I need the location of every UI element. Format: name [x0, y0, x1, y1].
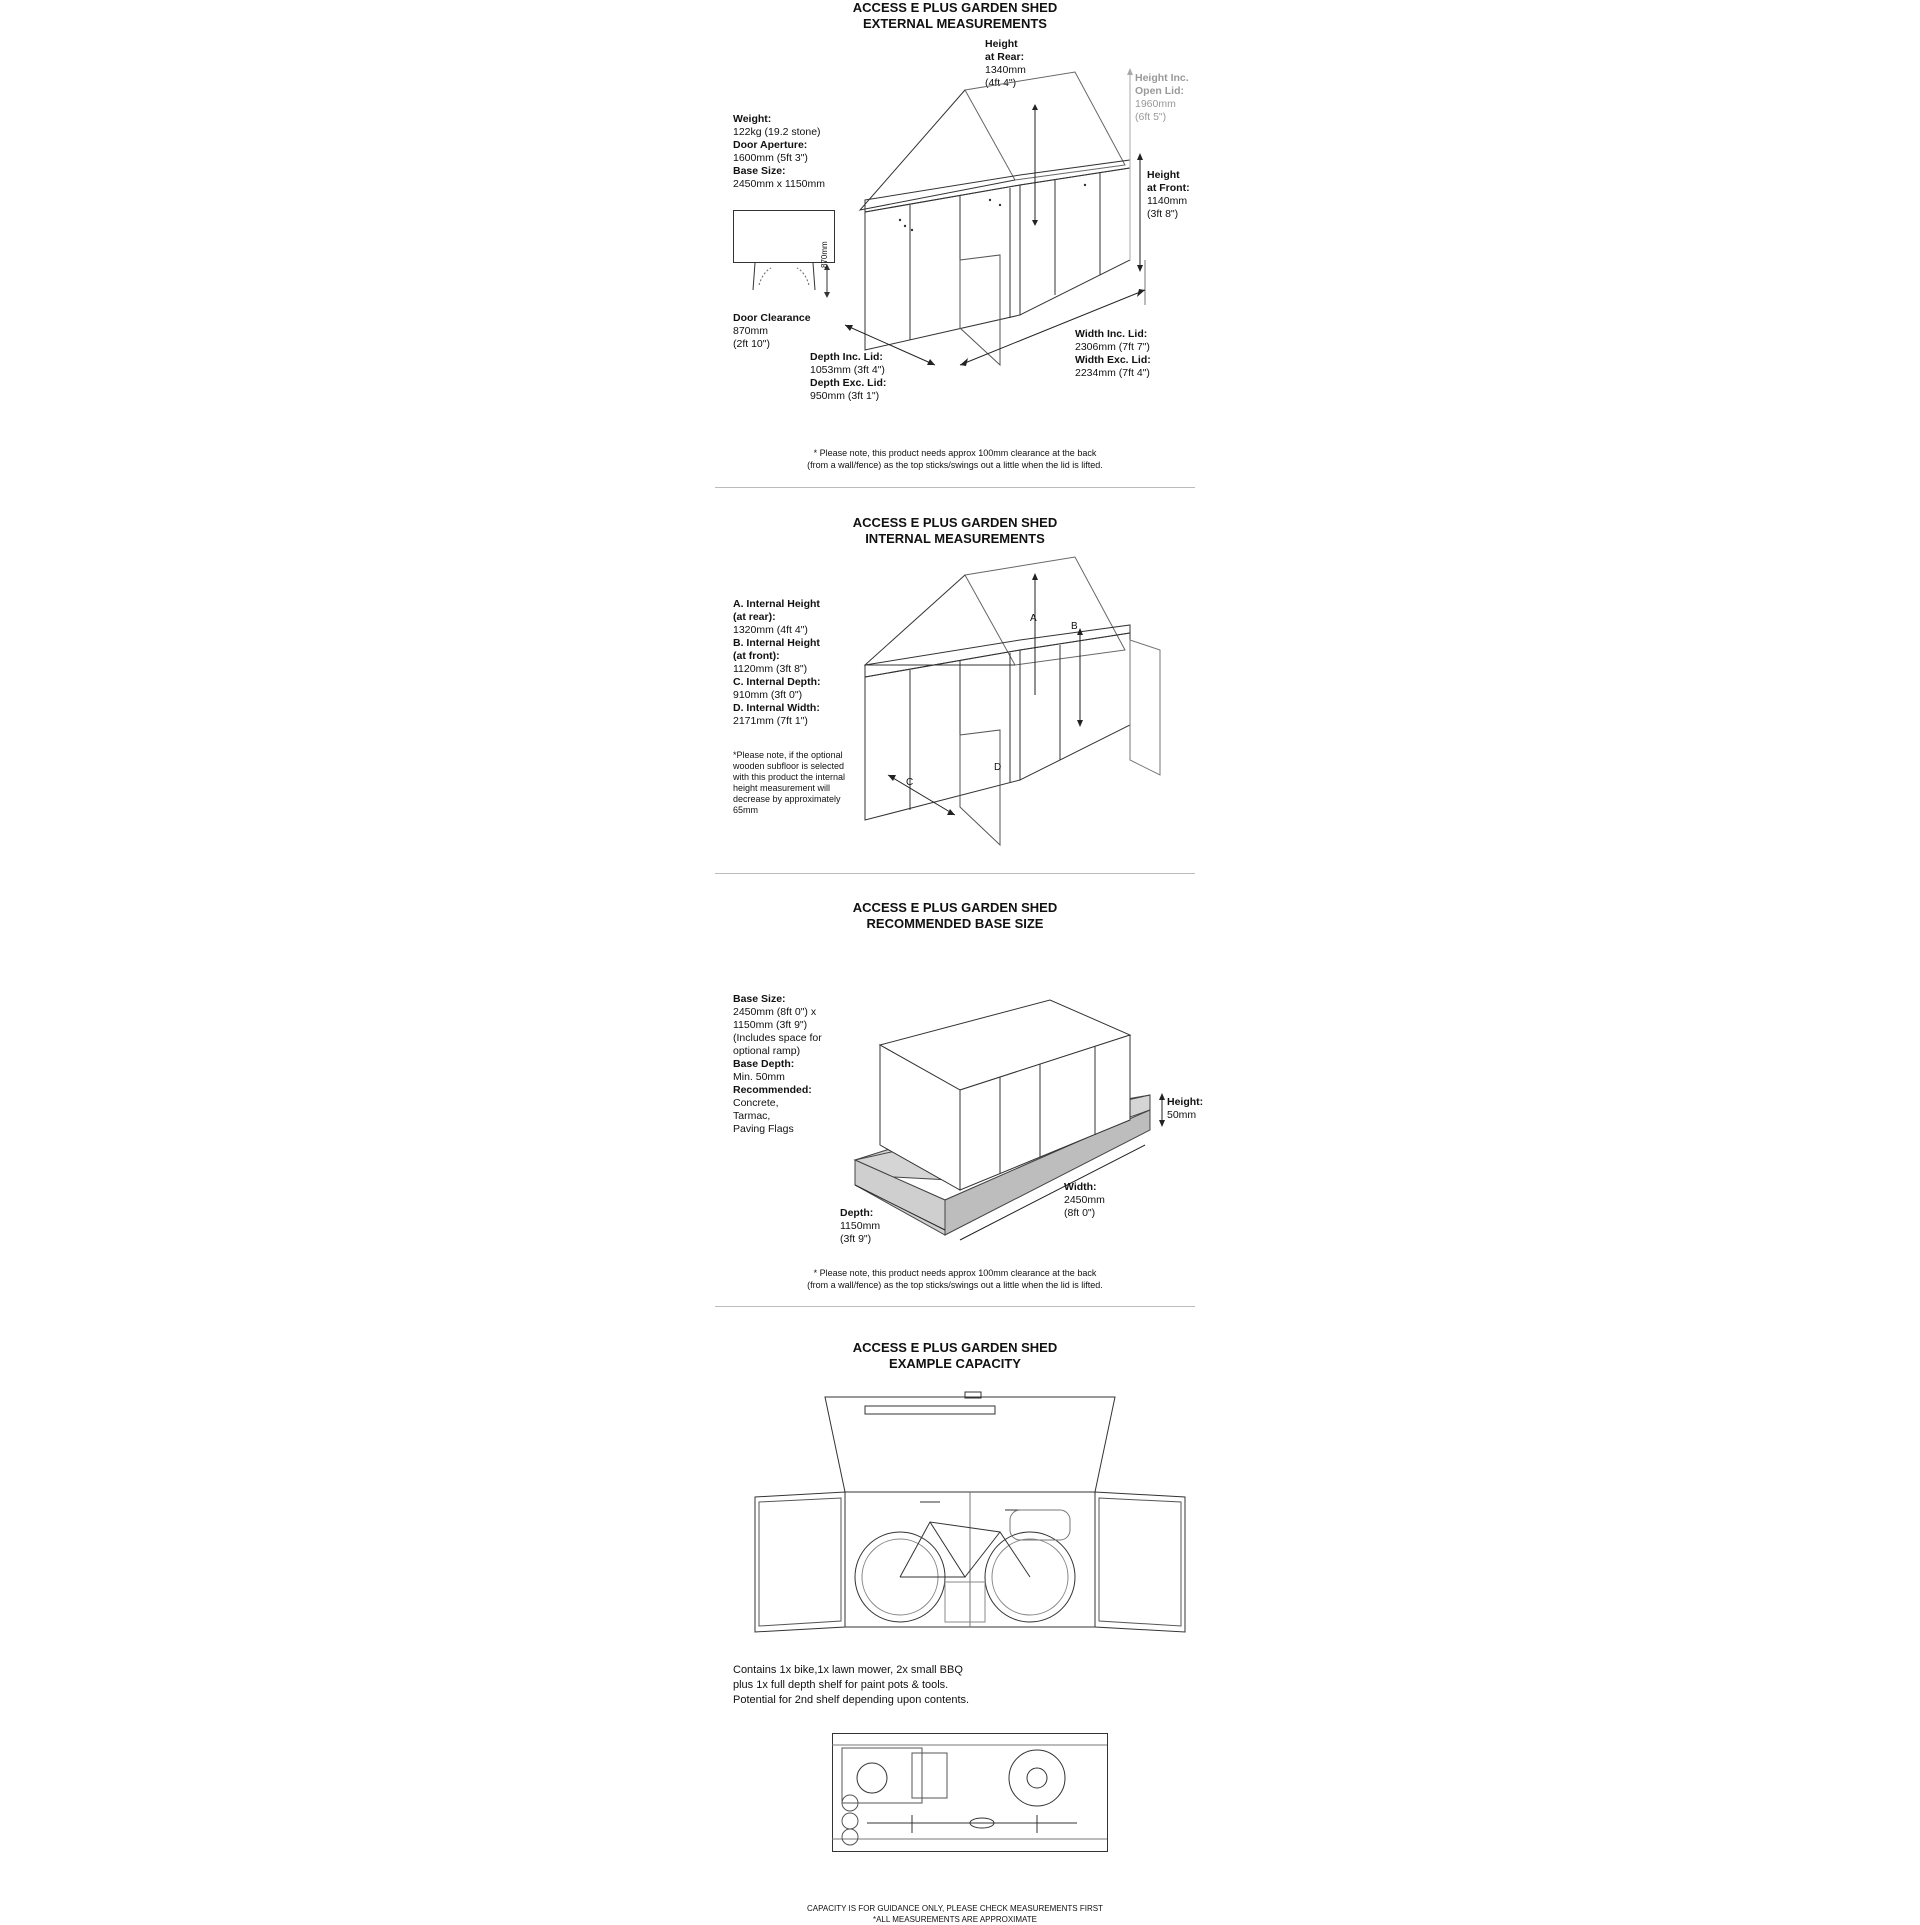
recommended-item: Paving Flags [733, 1123, 794, 1135]
height-open-label2: Open Lid: [1135, 85, 1184, 97]
internal-note-line: 65mm [733, 805, 759, 815]
marker-c: C [906, 777, 914, 788]
internal-a-label2: (at rear): [733, 611, 776, 623]
width-inc-value: 2306mm (7ft 7") [1075, 341, 1150, 353]
base-size-note: optional ramp) [733, 1045, 801, 1057]
base-height-label: Height: [1167, 1096, 1204, 1108]
internal-title-line2: INTERNAL MEASUREMENTS [865, 531, 1045, 546]
depth-inc-value: 1053mm (3ft 4") [810, 364, 885, 376]
height-front-value: 1140mm [1147, 195, 1188, 207]
internal-d-label: D. Internal Width: [733, 702, 820, 714]
width-inc-label: Width Inc. Lid: [1075, 328, 1148, 340]
height-open-value: 1960mm [1135, 98, 1176, 110]
marker-a: A [1030, 613, 1037, 624]
marker-b: B [1071, 621, 1078, 632]
height-front-label2: at Front: [1147, 182, 1190, 194]
door-clearance-tag: 870mm [820, 241, 829, 268]
base-spec-block [733, 993, 822, 1136]
capacity-title-line2: EXAMPLE CAPACITY [889, 1356, 1021, 1371]
height-open-label1: Height Inc. [1135, 72, 1189, 84]
width-exc-label: Width Exc. Lid: [1075, 354, 1151, 366]
external-title-line2: EXTERNAL MEASUREMENTS [863, 16, 1047, 31]
base-title [705, 900, 1205, 932]
internal-spec-block [733, 598, 821, 728]
external-note-line1: * Please note, this product needs approx 100mm clearance at the back [813, 448, 1097, 458]
external-title [705, 0, 1205, 32]
internal-note [733, 750, 845, 816]
shed-external-drawing [840, 60, 1180, 380]
door-clearance-imperial: (2ft 10") [733, 338, 770, 350]
base-size-value: 1150mm (3ft 9") [733, 1019, 808, 1031]
base-depth-dim-block [840, 1207, 880, 1246]
capacity-description [733, 1663, 969, 1708]
internal-c-value: 910mm (3ft 0") [733, 689, 803, 701]
height-front-imperial: (3ft 8") [1147, 208, 1179, 220]
base-width-block [1064, 1181, 1105, 1220]
internal-note-line: wooden subfloor is selected [733, 761, 845, 771]
external-note [705, 447, 1205, 471]
door-clearance-block [733, 312, 811, 351]
internal-title [705, 515, 1205, 547]
base-width-value: 2450mm [1064, 1194, 1105, 1206]
weight-label: Weight: [733, 113, 772, 125]
depth-exc-value: 950mm (3ft 1") [810, 390, 880, 402]
capacity-title [705, 1340, 1205, 1372]
door-aperture-value: 1600mm (5ft 3") [733, 152, 808, 164]
base-note-line2: (from a wall/fence) as the top sticks/swings out a little when the lid is lifted. [807, 1280, 1103, 1290]
capacity-title-line1: ACCESS E PLUS GARDEN SHED [852, 1340, 1058, 1355]
internal-b-label1: B. Internal Height [733, 637, 820, 649]
door-clearance-label: Door Clearance [733, 312, 811, 324]
base-size-label: Base Size: [733, 165, 786, 177]
base-width-imperial: (8ft 0") [1064, 1207, 1096, 1219]
base-size-label: Base Size: [733, 993, 786, 1005]
height-rear-label1: Height [985, 38, 1018, 50]
base-size-value: 2450mm x 1150mm [733, 178, 826, 190]
external-note-line2: (from a wall/fence) as the top sticks/swings out a little when the lid is lifted. [807, 460, 1103, 470]
internal-note-line: *Please note, if the optional [733, 750, 843, 760]
external-spec-block [733, 113, 825, 191]
base-depth-dim-imperial: (3ft 9") [840, 1233, 872, 1245]
internal-c-label: C. Internal Depth: [733, 676, 821, 688]
internal-note-line: decrease by approximately [733, 794, 841, 804]
capacity-footer-line2: *ALL MEASUREMENTS ARE APPROXIMATE [872, 1915, 1038, 1924]
capacity-desc-line3: Potential for 2nd shelf depending upon contents. [733, 1694, 970, 1706]
marker-d: D [994, 762, 1002, 773]
height-rear-value: 1340mm [985, 64, 1026, 76]
base-depth-dim-value: 1150mm [840, 1220, 881, 1232]
base-depth-value: Min. 50mm [733, 1071, 785, 1083]
shed-base-drawing [850, 950, 1170, 1240]
capacity-footer-line1: CAPACITY IS FOR GUIDANCE ONLY, PLEASE CHECK MEASUREMENTS FIRST [807, 1904, 1103, 1913]
internal-note-line: height measurement will [733, 783, 831, 793]
door-clearance-value: 870mm [733, 325, 769, 337]
base-title-line2: RECOMMENDED BASE SIZE [866, 916, 1044, 931]
door-aperture-label: Door Aperture: [733, 139, 808, 151]
internal-a-label1: A. Internal Height [733, 598, 820, 610]
height-open-imperial: (6ft 5") [1135, 111, 1167, 123]
internal-b-value: 1120mm (3ft 8") [733, 663, 808, 675]
internal-a-value: 1320mm (4ft 4") [733, 624, 808, 636]
height-rear-label2: at Rear: [985, 51, 1025, 63]
recommended-item: Tarmac, [733, 1110, 771, 1122]
internal-b-label2: (at front): [733, 650, 780, 662]
base-depth-dim-label: Depth: [840, 1207, 874, 1219]
external-title-line1: ACCESS E PLUS GARDEN SHED [852, 0, 1058, 15]
recommended-label: Recommended: [733, 1084, 812, 1096]
section-divider [715, 487, 1195, 488]
base-width-label: Width: [1064, 1181, 1097, 1193]
base-height-value: 50mm [1167, 1109, 1197, 1121]
weight-value: 122kg (19.2 stone) [733, 126, 821, 138]
internal-note-line: with this product the internal [733, 772, 846, 782]
capacity-top-view-drawing [832, 1733, 1108, 1853]
base-depth-label: Base Depth: [733, 1058, 795, 1070]
section-divider [715, 873, 1195, 874]
depth-exc-label: Depth Exc. Lid: [810, 377, 887, 389]
base-size-value: 2450mm (8ft 0") x [733, 1006, 817, 1018]
base-size-note: (Includes space for [733, 1032, 822, 1044]
base-note-line1: * Please note, this product needs approx 100mm clearance at the back [813, 1268, 1097, 1278]
capacity-desc-line2: plus 1x full depth shelf for paint pots & tools. [733, 1679, 949, 1691]
base-note [705, 1267, 1205, 1291]
shed-internal-drawing [860, 545, 1160, 850]
internal-title-line1: ACCESS E PLUS GARDEN SHED [852, 515, 1058, 530]
base-title-line1: ACCESS E PLUS GARDEN SHED [852, 900, 1058, 915]
height-front-label1: Height [1147, 169, 1180, 181]
depth-inc-label: Depth Inc. Lid: [810, 351, 883, 363]
capacity-front-drawing [755, 1392, 1185, 1632]
width-exc-value: 2234mm (7ft 4") [1075, 367, 1150, 379]
base-height-block [1167, 1096, 1203, 1122]
capacity-footer [705, 1903, 1205, 1925]
height-rear-imperial: (4ft 4") [985, 77, 1017, 89]
capacity-desc-line1: Contains 1x bike,1x lawn mower, 2x small BBQ [733, 1664, 963, 1676]
section-divider [715, 1306, 1195, 1307]
recommended-item: Concrete, [733, 1097, 779, 1109]
internal-d-value: 2171mm (7ft 1") [733, 715, 808, 727]
